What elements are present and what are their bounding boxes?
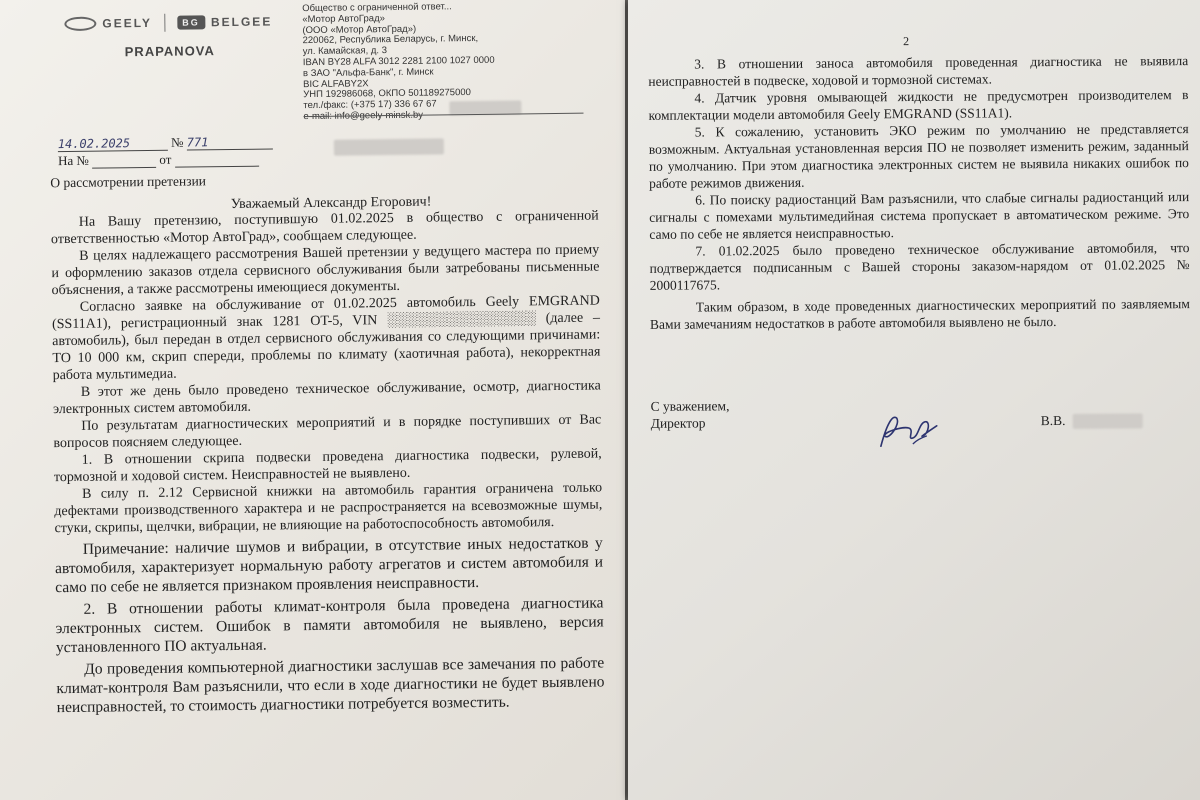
paragraph: 2. В отношении работы климат-контроля была проведена диагностика электронных систем. Ошибок в памяти автомобиля не выявлено, версия установленного ПО актуальная. [55, 594, 604, 657]
salutation: Уважаемый Александр Егорович! [230, 194, 432, 212]
incoming-reference: На № от [58, 151, 259, 169]
redacted-block [334, 138, 444, 155]
company-details: Общество с ограниченной ответ... «Мотор АвтоГрад» (ООО «Мотор АвтоГрад») 220062, Республика Беларусь, г. Минск, ул. Камайская, д. 3 IBAN BY28 ALFA 3012 2281 2100 1027 0000 в ЗАО "Альфа-Банк", г. Минск BIC ALFABY2X УНП 192986068, ОКПО 501189275000 тел./факс: (+375 17) 336 67 67 e-mail: info@geely-minsk.by [302, 1, 495, 123]
letter-subject: О рассмотрении претензии [50, 173, 207, 191]
belgee-logo-text: BELGEE [210, 14, 273, 30]
letter-body-page-1 [51, 207, 605, 717]
signer-position: Директор [650, 415, 706, 431]
paragraph: Примечание: наличие шумов и вибрации, в отсутствие иных недостатков у автомобиля, характеризует нормальную работу агрегатов и систем автомобиля и само по себе не является признаком проявления неисправности. [54, 534, 604, 597]
outgoing-reference: 14.02.2025 № 771 [58, 133, 273, 152]
paragraph: Согласно заявке на обслуживание от 01.02.2025 автомобиль Geely EMGRAND (SS11A1), регистрационный знак 1281 OT-5, VIN ░░░░░░░░░░░░░░░ (далее – автомобиль), был передан в отдел сервисного обслуживания со следующими причинами: ТО 10 000 км, скрип спереди, проблемы по климату (хаотичная работа), некорректная работа мультимедиа. [51, 293, 601, 384]
paragraph: На Вашу претензию, поступившую 01.02.2025 в общество с ограниченной ответственностью «Мотор АвтоГрад», сообщаем следующее. [50, 208, 599, 248]
page-number: 2 [903, 34, 910, 49]
letter-body-page-2 [648, 52, 1190, 431]
paragraph: 1. В отношении скрипа подвески проведена диагностика подвески, рулевой, тормозной и ходовой систем. Неисправностей не выявлено. [53, 446, 602, 486]
redacted-block [1073, 414, 1143, 429]
geely-belgee-logo [64, 12, 272, 33]
signer-name: В.В. [1041, 411, 1143, 429]
paragraph: В этот же день было проведено техническое обслуживание, осмотр, диагностика электронных систем автомобиля. [52, 378, 601, 418]
paragraph: 6. По поиску радиостанций Вам разъяснили, что слабые сигналы радиостанций или сигналы с помехами мультимедийная система пропускает в автоматическом режиме. Это само по себе не является неисправностью. [649, 189, 1190, 242]
belgee-logo-icon: BG [177, 15, 205, 29]
geely-logo-text: GEELY [102, 15, 153, 31]
closing-block [651, 397, 730, 432]
paragraph: До проведения компьютерной диагностики заслушав все замечания по работе климат-контроля Вам разъяснили, что если в ходе диагностики не будет выявлено неисправностей, то стоимость диагностики потребуется возместить. [56, 654, 605, 717]
paragraph: Таким образом, в ходе проведенных диагностических мероприятий по заявляемым Вами замечаниям недостатков в работе автомобиля выявлено не было. [649, 296, 1190, 332]
handwritten-date: 14.02.2025 [58, 136, 168, 152]
signature-icon [873, 406, 943, 456]
paragraph: В силу п. 2.12 Сервисной книжки на автомобиль гарантия ограничена только дефектами производственного характера и не распространяется на всевозможные шумы, стуки, скрипы, щелчки, вибрации, не влияющие на работоспособность автомобиля. [54, 480, 603, 537]
paragraph: 4. Датчик уровня омывающей жидкости не предусмотрен производителем в комплектации модели автомобиля Geely EMGRAND (SS11A1). [648, 87, 1189, 123]
closing-phrase: С уважением, [650, 398, 730, 414]
prapanova-logo: PRAPANOVA [124, 43, 215, 60]
geely-logo-icon [64, 17, 96, 31]
paragraph: 7. 01.02.2025 было проведено техническое обслуживание автомобиля, что подтверждается подписанным с Вашей стороны заказом-нарядом от 01.02.2025 № 2000117675. [649, 240, 1190, 293]
paragraph: В целях надлежащего рассмотрения Вашей претензии у ведущего мастера по приему и оформлению заказов отдела сервисного обслуживания были затребованы письменные объяснения, а также рассмотрены имеющиеся документы. [51, 242, 600, 299]
paragraph: По результатам диагностических мероприятий и в порядке поступивших от Вас вопросов поясняем следующее. [53, 412, 602, 452]
letter-page-2 [628, 0, 1200, 800]
paragraph: 3. В отношении заноса автомобиля проведенная диагностика не выявила неисправностей в подвеске, ходовой и тормозной системах. [648, 53, 1189, 89]
paragraph: 5. К сожалению, установить ЭКО режим по умолчанию не представляется возможным. Актуальная установленная версия ПО не позволяет изменить режим, заданный по умолчанию. При этом диагностика электронных систем не выявила никаких ошибок по работе режимов движения. [648, 121, 1189, 191]
handwritten-number: 771 [187, 134, 273, 150]
